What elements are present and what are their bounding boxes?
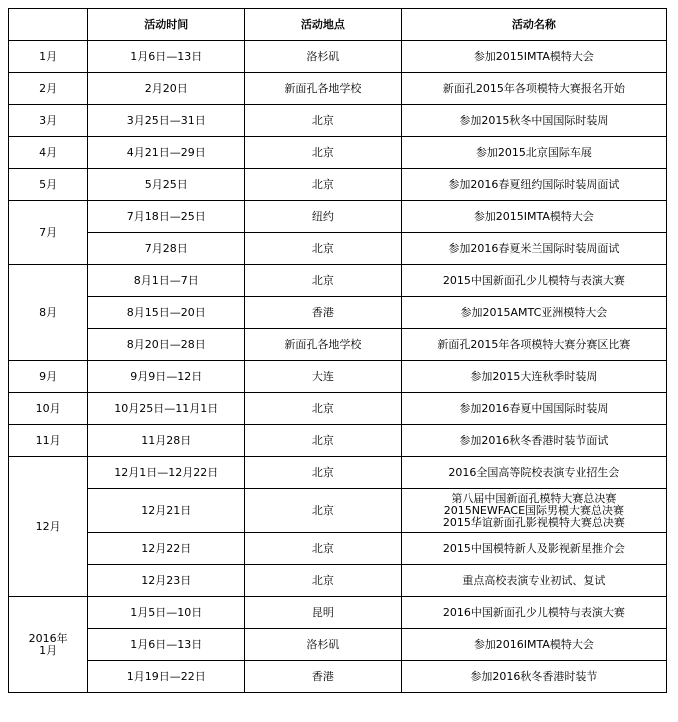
table-row bbox=[9, 457, 667, 489]
table-row bbox=[9, 361, 667, 393]
name-line: 参加2015IMTA模特大会 bbox=[473, 49, 594, 63]
place-cell: 北京 bbox=[245, 265, 402, 297]
name-cell bbox=[401, 597, 666, 629]
name-cell bbox=[401, 629, 666, 661]
time-cell: 1月6日—13日 bbox=[88, 41, 245, 73]
table-row bbox=[9, 105, 667, 137]
table-row bbox=[9, 425, 667, 457]
table-row bbox=[9, 169, 667, 201]
place-cell: 昆明 bbox=[245, 597, 402, 629]
month-cell: 9月 bbox=[9, 361, 88, 393]
time-cell: 11月28日 bbox=[88, 425, 245, 457]
name-line: 参加2015AMTC亚洲模特大会 bbox=[460, 305, 608, 319]
name-cell bbox=[401, 533, 666, 565]
place-cell: 香港 bbox=[245, 661, 402, 693]
name-line: 参加2016春夏纽约国际时装周面试 bbox=[448, 177, 620, 191]
name-line: 参加2015IMTA模特大会 bbox=[473, 209, 594, 223]
name-line: 参加2016春夏中国国际时装周 bbox=[459, 401, 609, 415]
month-cell: 5月 bbox=[9, 169, 88, 201]
name-cell bbox=[401, 201, 666, 233]
time-cell: 8月1日—7日 bbox=[88, 265, 245, 297]
place-cell: 北京 bbox=[245, 425, 402, 457]
name-cell bbox=[401, 361, 666, 393]
table-row bbox=[9, 265, 667, 297]
place-cell: 北京 bbox=[245, 105, 402, 137]
name-line: 参加2016秋冬香港时装节面试 bbox=[459, 433, 609, 447]
place-cell: 北京 bbox=[245, 565, 402, 597]
place-cell: 北京 bbox=[245, 393, 402, 425]
place-cell: 新面孔各地学校 bbox=[245, 329, 402, 361]
place-cell: 北京 bbox=[245, 233, 402, 265]
time-cell: 5月25日 bbox=[88, 169, 245, 201]
name-line: 2015中国新面孔少儿模特与表演大赛 bbox=[442, 273, 625, 287]
name-line: 参加2015北京国际车展 bbox=[475, 145, 592, 159]
name-line: 参加2016IMTA模特大会 bbox=[473, 637, 594, 651]
table-row bbox=[9, 597, 667, 629]
table-row bbox=[9, 137, 667, 169]
name-line: 2016全国高等院校表演专业招生会 bbox=[448, 465, 620, 479]
header-row bbox=[9, 9, 667, 41]
name-cell bbox=[401, 661, 666, 693]
month-cell: 12月 bbox=[9, 457, 88, 597]
name-cell bbox=[401, 265, 666, 297]
place-cell: 北京 bbox=[245, 457, 402, 489]
place-cell: 新面孔各地学校 bbox=[245, 73, 402, 105]
name-cell bbox=[401, 565, 666, 597]
table-row bbox=[9, 73, 667, 105]
name-line: 参加2015大连秋季时装周 bbox=[470, 369, 598, 383]
time-cell: 8月20日—28日 bbox=[88, 329, 245, 361]
time-cell: 1月19日—22日 bbox=[88, 661, 245, 693]
time-cell: 12月22日 bbox=[88, 533, 245, 565]
name-cell bbox=[401, 105, 666, 137]
header-place: 活动地点 bbox=[245, 9, 402, 41]
month-cell: 2016年 1月 bbox=[9, 597, 88, 693]
table-row bbox=[9, 565, 667, 597]
place-cell: 北京 bbox=[245, 533, 402, 565]
name-line: 参加2016春夏米兰国际时装周面试 bbox=[448, 241, 620, 255]
name-line: 2015华谊新面孔影视模特大赛总决赛 bbox=[442, 515, 625, 529]
table-row bbox=[9, 393, 667, 425]
time-cell: 3月25日—31日 bbox=[88, 105, 245, 137]
name-cell bbox=[401, 457, 666, 489]
month-cell: 8月 bbox=[9, 265, 88, 361]
name-line: 新面孔2015年各项模特大赛分赛区比赛 bbox=[437, 337, 631, 351]
time-cell: 1月6日—13日 bbox=[88, 629, 245, 661]
time-cell: 12月1日—12月22日 bbox=[88, 457, 245, 489]
header-name: 活动名称 bbox=[401, 9, 666, 41]
table-row bbox=[9, 233, 667, 265]
table-row bbox=[9, 329, 667, 361]
time-cell: 9月9日—12日 bbox=[88, 361, 245, 393]
time-cell: 7月28日 bbox=[88, 233, 245, 265]
month-cell: 1月 bbox=[9, 41, 88, 73]
name-line: 第八届中国新面孔模特大赛总决赛 bbox=[451, 491, 617, 505]
table-row bbox=[9, 201, 667, 233]
place-cell: 北京 bbox=[245, 489, 402, 533]
name-cell bbox=[401, 73, 666, 105]
time-cell: 10月25日—11月1日 bbox=[88, 393, 245, 425]
time-cell: 4月21日—29日 bbox=[88, 137, 245, 169]
month-cell: 3月 bbox=[9, 105, 88, 137]
name-cell bbox=[401, 169, 666, 201]
table-row bbox=[9, 661, 667, 693]
name-line: 参加2015秋冬中国国际时装周 bbox=[459, 113, 609, 127]
time-cell: 12月21日 bbox=[88, 489, 245, 533]
name-cell bbox=[401, 425, 666, 457]
name-line: 重点高校表演专业初试、复试 bbox=[462, 573, 606, 587]
name-line: 参加2016秋冬香港时装节 bbox=[470, 669, 598, 683]
time-cell: 12月23日 bbox=[88, 565, 245, 597]
table-row bbox=[9, 297, 667, 329]
place-cell: 北京 bbox=[245, 169, 402, 201]
time-cell: 2月20日 bbox=[88, 73, 245, 105]
month-cell: 10月 bbox=[9, 393, 88, 425]
name-cell bbox=[401, 489, 666, 533]
name-cell bbox=[401, 297, 666, 329]
time-cell: 8月15日—20日 bbox=[88, 297, 245, 329]
place-cell: 北京 bbox=[245, 137, 402, 169]
name-line: 2015中国模特新人及影视新星推介会 bbox=[442, 541, 625, 555]
month-cell: 7月 bbox=[9, 201, 88, 265]
header-month bbox=[9, 9, 88, 41]
place-cell: 洛杉矶 bbox=[245, 629, 402, 661]
name-cell bbox=[401, 41, 666, 73]
name-line: 新面孔2015年各项模特大赛报名开始 bbox=[442, 81, 625, 95]
time-cell: 7月18日—25日 bbox=[88, 201, 245, 233]
table-row bbox=[9, 489, 667, 533]
name-cell bbox=[401, 233, 666, 265]
name-line: 2016中国新面孔少儿模特与表演大赛 bbox=[442, 605, 625, 619]
month-cell: 4月 bbox=[9, 137, 88, 169]
month-cell: 2月 bbox=[9, 73, 88, 105]
table-row bbox=[9, 41, 667, 73]
name-line: 2015NEWFACE国际男模大赛总决赛 bbox=[443, 503, 625, 517]
time-cell: 1月5日—10日 bbox=[88, 597, 245, 629]
header-time: 活动时间 bbox=[88, 9, 245, 41]
month-cell: 11月 bbox=[9, 425, 88, 457]
name-cell bbox=[401, 137, 666, 169]
name-cell bbox=[401, 329, 666, 361]
name-cell bbox=[401, 393, 666, 425]
schedule-table bbox=[8, 8, 667, 693]
table-row bbox=[9, 629, 667, 661]
place-cell: 纽约 bbox=[245, 201, 402, 233]
table-row bbox=[9, 533, 667, 565]
place-cell: 洛杉矶 bbox=[245, 41, 402, 73]
place-cell: 大连 bbox=[245, 361, 402, 393]
place-cell: 香港 bbox=[245, 297, 402, 329]
